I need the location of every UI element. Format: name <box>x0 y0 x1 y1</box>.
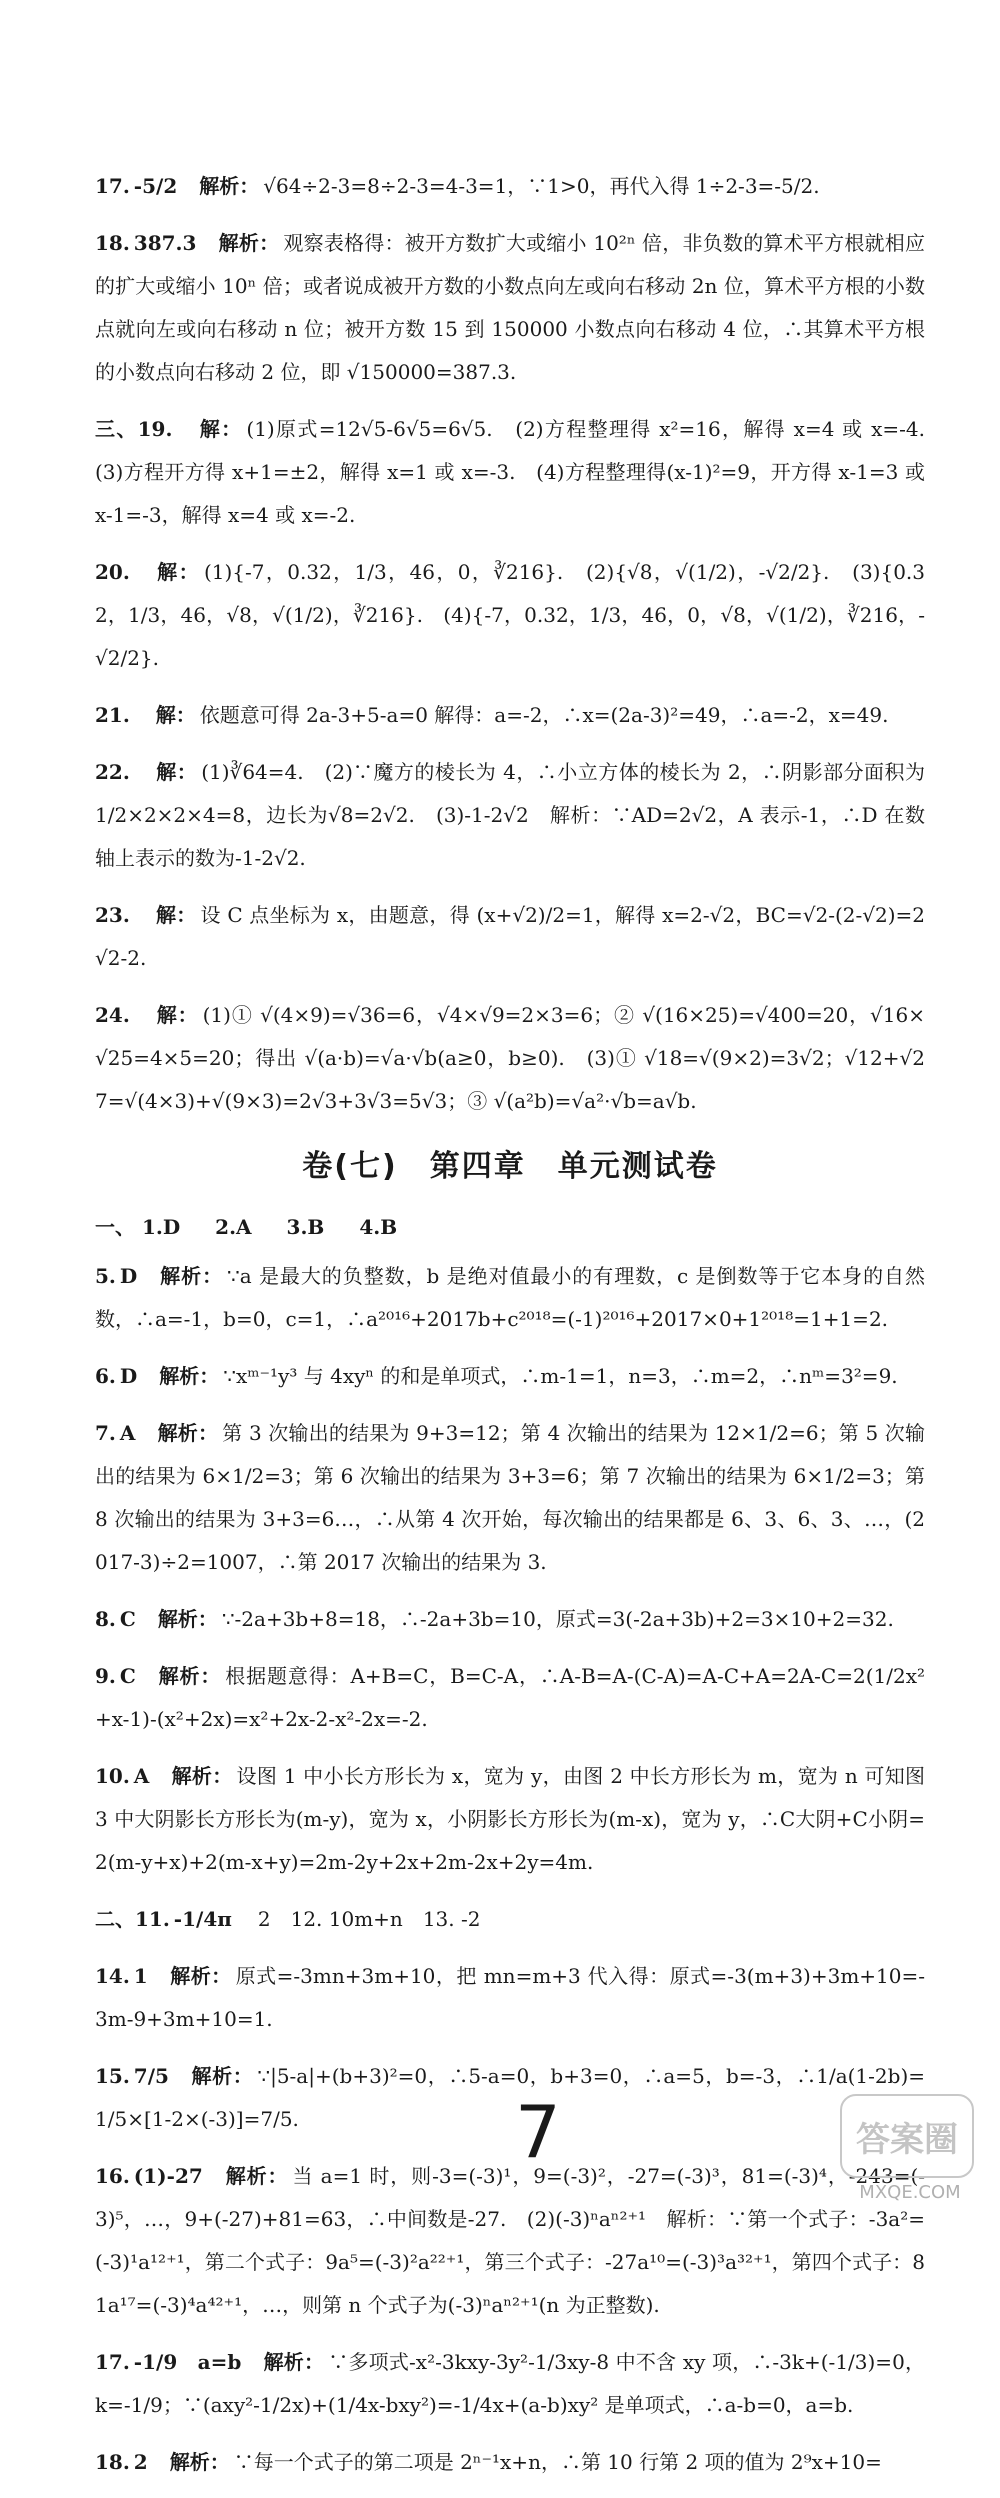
explanation-text: 第 3 次输出的结果为 9+3=12；第 4 次输出的结果为 12×1/2=6；第 5 次输出的结果为 6×1/2=3；第 6 次输出的结果为 3+3=6；第 7 次输出的结果为 6×1/2=3；第 8 次输出的结果为 3+3=6…，∴从第 4 次开始，每次输出的结果都是 6、3、6、3、…，(2017-3)÷2=1007，∴第 2017 次输出的结果为 3. <box>95 1421 925 1574</box>
explanation-tag: 解： <box>155 1003 199 1027</box>
explanation-tag: 解析： <box>263 2350 325 2374</box>
explanation-tag: 解析： <box>224 2164 289 2188</box>
answer-item <box>95 165 925 208</box>
explanation-text: 原式=-3mn+3m+10，把 mn=m+3 代入得：原式=-3(m+3)+3m+10=-3m-9+3m+10=1. <box>95 1964 926 2031</box>
explanation-text: (1){-7，0.32，1/3，46，0，∛216}. (2){√8，√(1/2)，-√2/2}. (3){0.32，1/3，46，√8，√(1/2)，∛216}. (4){-7，0.32，1/3，46，0，√8，√(1/2)，∛216，-√2/2}. <box>95 560 926 670</box>
answers-chapter-4-list <box>95 1255 925 2484</box>
answer-content <box>95 165 945 2498</box>
question-number: 17. <box>95 174 130 198</box>
question-number: 二、11. <box>95 1907 170 1931</box>
explanation-tag: 解析： <box>199 174 260 198</box>
answer-value: -1/9 a=b <box>133 2350 242 2374</box>
watermark-url: MXQE.COM <box>859 2182 961 2203</box>
question-number: 15. <box>95 2064 130 2088</box>
explanation-text: ∵|5-a|+(b+3)²=0，∴5-a=0，b+3=0，∴a=5，b=-3，∴1/a(1-2b)=1/5×[1-2×(-3)]=7/5. <box>95 2064 926 2131</box>
answer-item <box>95 894 925 980</box>
answer-item <box>95 1412 925 1584</box>
mcq-answer: 3.B <box>286 1215 325 1239</box>
mcq-section-label: 一、 <box>95 1215 135 1239</box>
explanation-text: ∵每一个式子的第二项是 2ⁿ⁻¹x+n，∴第 10 行第 2 项的值为 2⁹x+10= <box>233 2450 882 2474</box>
answer-value: -1/4π <box>173 1907 232 1931</box>
answer-value: D <box>119 1364 138 1388</box>
explanation-text: (1)① √(4×9)=√36=6，√4×√9=2×3=6；② √(16×25)=√400=20，√16×√25=4×5=20；得出 √(a·b)=√a·√b(a≥0，b≥0). (3)① √18=√(9×2)=3√2；√12+√27=√(4×3)+√(9×3)=2√3+3√3=5√3；③ √(a²b)=√a²·√b=a√b. <box>95 1003 925 1113</box>
answer-value: A <box>119 1421 136 1445</box>
answer-value: C <box>119 1664 136 1688</box>
answer-item <box>95 1598 925 1641</box>
explanation-tag: 解析： <box>169 2450 230 2474</box>
answer-item <box>95 2055 925 2141</box>
answer-item <box>95 1955 925 2041</box>
answer-value: -5/2 <box>133 174 178 198</box>
explanation-text: 根据题意得：A+B=C，B=C-A，∴A-B=A-(C-A)=A-C+A=2A-C=2(1/2x²+x-1)-(x²+2x)=x²+2x-2-x²-2x=-2. <box>95 1664 925 1731</box>
explanation-tag: 解析： <box>218 231 280 255</box>
question-number: 22. <box>95 760 130 784</box>
explanation-text: 当 a=1 时，则-3=(-3)¹，9=(-3)²，-27=(-3)³，81=(-3)⁴，-243=(-3)⁵，…，9+(-27)+81=63，∴中间数是-27. (2)(-3)ⁿaⁿ²⁺¹ 解析：∵第一个式子：-3a²=(-3)¹a¹²⁺¹，第二个式子：9a⁵=(-3)²a²²⁺¹，第三个式子：-27a¹⁰=(-3)³a³²⁺¹，第四个式子：81a¹⁷=(-3)⁴a⁴²⁺¹，…，则第 n 个式子为(-3)ⁿaⁿ²⁺¹(n 为正整数). <box>95 2164 926 2317</box>
mcq-answer: 1.D <box>141 1215 181 1239</box>
answer-item <box>95 551 925 680</box>
answer-item <box>95 1355 925 1398</box>
explanation-text: ∵多项式-x²-3kxy-3y²-1/3xy-8 中不含 xy 项，∴-3k+(-1/3)=0，k=-1/9；∵(axy²-1/2x)+(1/4x-bxy²)=-1/4x+(a-b)xy² 是单项式，∴a-b=0，a=b. <box>95 2350 926 2417</box>
answer-item <box>95 1655 925 1741</box>
answer-item <box>95 2441 925 2484</box>
question-number: 17. <box>95 2350 130 2374</box>
question-number: 20. <box>95 560 130 584</box>
answer-item <box>95 1255 925 1341</box>
explanation-tag: 解： <box>155 760 198 784</box>
explanation-text: 设图 1 中小长方形长为 x，宽为 y，由图 2 中长方形长为 m，宽为 n 可知图 3 中大阴影长方形长为(m-y)，宽为 x，小阴影长方形长为(m-x)，宽为 y，∴C大阴+C小阴=2(m-y+x)+2(m-x+y)=2m-2y+2x+2m-2x+2y=4m. <box>95 1764 926 1874</box>
explanation-tag: 解析： <box>157 1421 219 1445</box>
explanation-text: 2 12. 10m+n 13. -2 <box>257 1907 481 1931</box>
mcq-answer: 2.A <box>215 1215 252 1239</box>
watermark-seal: 答案圈 <box>840 2094 974 2178</box>
question-number: 23. <box>95 903 130 927</box>
answer-value: 387.3 <box>133 231 197 255</box>
explanation-tag: 解： <box>198 417 243 441</box>
answer-item <box>95 1898 925 1941</box>
answers-chapter-3-list <box>95 165 945 1123</box>
explanation-text: 依题意可得 2a-3+5-a=0 解得：a=-2，∴x=(2a-3)²=49，∴a=-2，x=49. <box>199 703 889 727</box>
question-number: 21. <box>95 703 130 727</box>
answer-value: 2 <box>133 2450 148 2474</box>
question-number: 10. <box>95 1764 130 1788</box>
page-number: 7 <box>515 2090 561 2174</box>
multiple-choice-answers <box>95 1207 925 1247</box>
explanation-text: 设 C 点坐标为 x，由题意，得 (x+√2)/2=1，解得 x=2-√2，BC=√2-(2-√2)=2√2-2. <box>95 903 926 970</box>
answer-value: 1 <box>133 1964 148 1988</box>
question-number: 16. <box>95 2164 130 2188</box>
explanation-text: (1)原式=12√5-6√5=6√5. (2)方程整理得 x²=16，解得 x=4 或 x=-4. (3)方程开方得 x+1=±2，解得 x=1 或 x=-3. (4)方程整理得(x-1)²=9，开方得 x-1=3 或 x-1=-3，解得 x=4 或 x=-2. <box>95 417 945 527</box>
explanation-tag: 解析： <box>159 1364 220 1388</box>
explanation-text: ∵a 是最大的负整数，b 是绝对值最小的有理数，c 是倒数等于它本身的自然数，∴a=-1，b=0，c=1，∴a²⁰¹⁶+2017b+c²⁰¹⁸=(-1)²⁰¹⁶+2017×0+1²⁰¹⁸=1+1=2. <box>95 1264 925 1331</box>
explanation-tag: 解析： <box>190 2064 254 2088</box>
explanation-tag: 解析： <box>159 1264 224 1288</box>
explanation-text: √64÷2-3=8÷2-3=4-3=1，∵1>0，再代入得 1÷2-3=-5/2. <box>263 174 820 198</box>
answer-value: A <box>133 1764 150 1788</box>
explanation-tag: 解： <box>155 560 200 584</box>
answer-item <box>95 222 925 394</box>
question-number: 三、19. <box>95 417 173 441</box>
explanation-text: (1)∛64=4. (2)∵魔方的棱长为 4，∴小立方体的棱长为 2，∴阴影部分面积为 1/2×2×2×4=8，边长为√8=2√2. (3)-1-2√2 解析：∵AD=2√2，A 表示-1，∴D 在数轴上表示的数为-1-2√2. <box>95 760 926 870</box>
answer-value: 7/5 <box>133 2064 169 2088</box>
answer-value: D <box>119 1264 138 1288</box>
question-number: 5. <box>95 1264 116 1288</box>
question-number: 14. <box>95 1964 130 1988</box>
mcq-answer: 4.B <box>359 1215 398 1239</box>
explanation-tag: 解析： <box>171 1764 233 1788</box>
question-number: 6. <box>95 1364 116 1388</box>
explanation-text: ∵-2a+3b+8=18，∴-2a+3b=10，原式=3(-2a+3b)+2=3×10+2=32. <box>221 1607 894 1631</box>
explanation-tag: 解析： <box>157 1607 218 1631</box>
answer-item <box>95 694 925 737</box>
answer-item <box>95 408 945 537</box>
answer-item <box>95 1755 925 1884</box>
answer-item <box>95 994 925 1123</box>
answer-item <box>95 751 925 880</box>
explanation-text: 观察表格得：被开方数扩大或缩小 10²ⁿ 倍，非负数的算术平方根就相应的扩大或缩小 10ⁿ 倍；或者说成被开方数的小数点向左或向右移动 2n 位，算术平方根的小数点就向左或向右移动 n 位；被开方数 15 到 150000 小数点向右移动 4 位，∴其算术平方根的小数点向右移动 2 位，即 √150000=387.3. <box>95 231 926 384</box>
answer-item <box>95 2155 925 2327</box>
explanation-text: ∵xᵐ⁻¹y³ 与 4xyⁿ 的和是单项式，∴m-1=1，n=3，∴m=2，∴nᵐ=3²=9. <box>223 1364 898 1388</box>
answer-item <box>95 2341 925 2427</box>
question-number: 18. <box>95 2450 130 2474</box>
question-number: 18. <box>95 231 130 255</box>
question-number: 24. <box>95 1003 130 1027</box>
explanation-tag: 解： <box>155 903 197 927</box>
explanation-tag: 解： <box>155 703 196 727</box>
answer-value: C <box>119 1607 136 1631</box>
explanation-tag: 解析： <box>169 1964 232 1988</box>
answer-value: (1)-27 <box>133 2164 203 2188</box>
question-number: 7. <box>95 1421 116 1445</box>
watermark <box>840 2094 980 2204</box>
chapter-title: 卷(七) 第四章 单元测试卷 <box>302 1149 718 1184</box>
question-number: 9. <box>95 1664 116 1688</box>
question-number: 8. <box>95 1607 116 1631</box>
explanation-tag: 解析： <box>157 1664 222 1688</box>
